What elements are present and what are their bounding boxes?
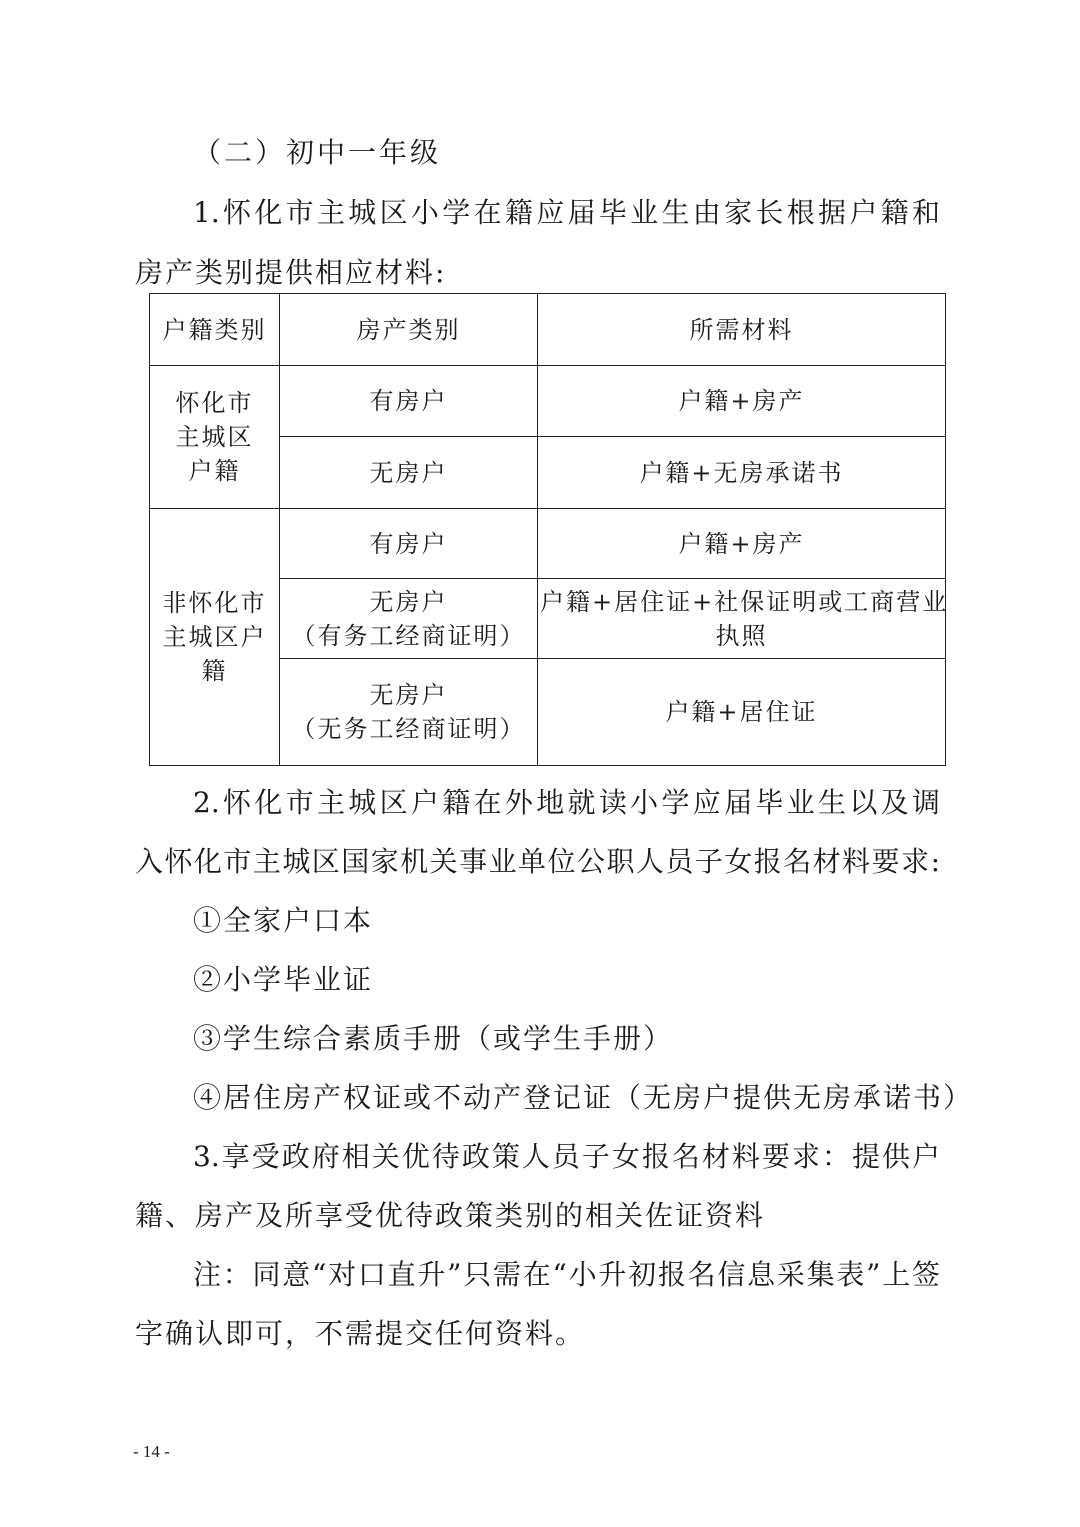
note-line-2: 字确认即可，不需提交任何资料。	[135, 1317, 586, 1350]
list-item: ④居住房产权证或不动产登记证（无房户提供无房承诺书）	[193, 1081, 974, 1114]
paragraph-3-line-1: 3.享受政府相关优待政策人员子女报名材料要求：提供户	[193, 1140, 940, 1173]
table-header-row	[150, 294, 946, 366]
paragraph-2-line-2: 入怀化市主城区国家机关事业单位公职人员子女报名材料要求:	[135, 845, 940, 878]
table-row	[150, 509, 946, 579]
materials-cell: 户籍+居住证	[538, 659, 946, 766]
header-required-materials: 所需材料	[538, 294, 946, 366]
household-category-huaihua: 怀化市 主城区 户籍	[150, 366, 280, 509]
header-property-category: 房产类别	[280, 294, 538, 366]
header-household-category: 户籍类别	[150, 294, 280, 366]
property-category-cell: 有房户	[280, 366, 538, 437]
list-item: ②小学毕业证	[193, 963, 374, 996]
materials-cell: 户籍+房产	[538, 509, 946, 579]
list-item: ①全家户口本	[193, 904, 374, 937]
materials-table	[149, 293, 949, 766]
paragraph-1-line-2: 房产类别提供相应材料:	[135, 256, 447, 289]
paragraph-2-line-1: 2.怀化市主城区户籍在外地就读小学应届毕业生以及调	[193, 786, 940, 819]
materials-cell: 户籍+无房承诺书	[538, 437, 946, 509]
note-line-1: 注：同意“对口直升”只需在“小升初报名信息采集表”上签	[193, 1258, 940, 1291]
materials-cell: 户籍+房产	[538, 366, 946, 437]
property-category-cell: 无房户	[280, 437, 538, 509]
household-category-non-huaihua: 非怀化市 主城区户 籍	[150, 509, 280, 766]
paragraph-3-line-2: 籍、房产及所享受优待政策类别的相关佐证资料	[135, 1199, 766, 1232]
property-category-cell: 无房户 （有务工经商证明）	[280, 579, 538, 659]
section-heading: （二）初中一年级	[193, 136, 442, 169]
table-row	[150, 366, 946, 437]
materials-cell: 户籍+居住证+社保证明或工商营业 执照	[538, 579, 946, 659]
property-category-cell: 有房户	[280, 509, 538, 579]
list-item: ③学生综合素质手册（或学生手册）	[193, 1022, 674, 1055]
page-number: - 14 -	[133, 1442, 170, 1461]
paragraph-1-line-1: 1.怀化市主城区小学在籍应届毕业生由家长根据户籍和	[193, 196, 940, 229]
property-category-cell: 无房户 （无务工经商证明）	[280, 659, 538, 766]
